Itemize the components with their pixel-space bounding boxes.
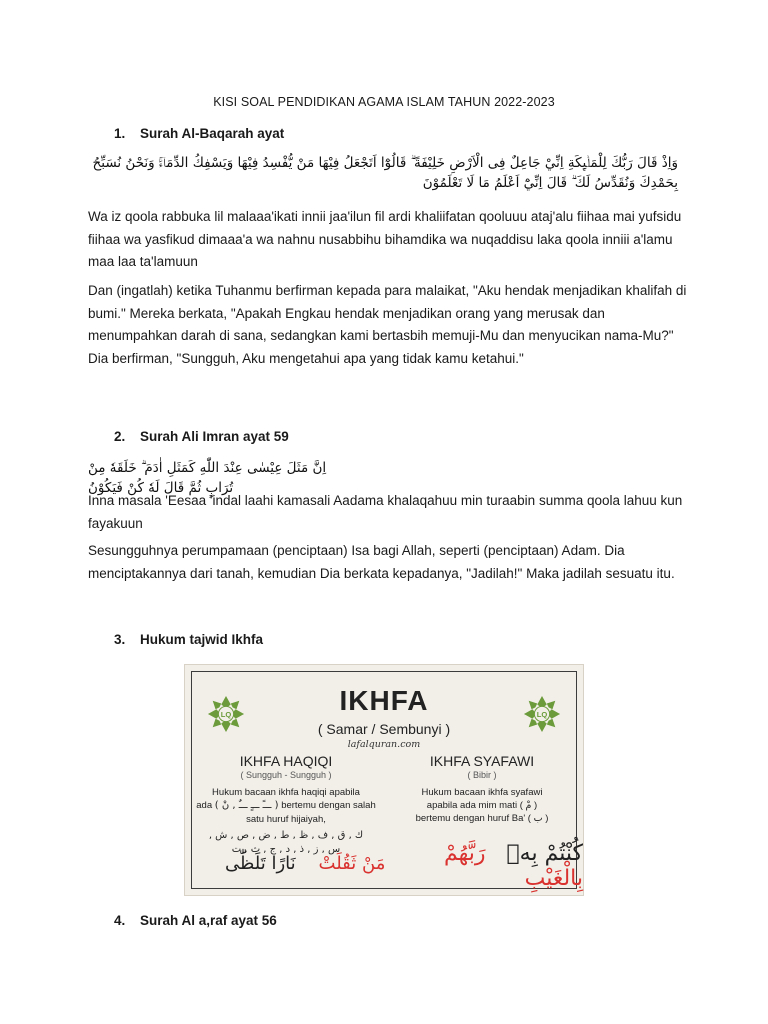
section-1-translation: Dan (ingatlah) ketika Tuhanmu berfirman kepada para malaikat, "Aku hendak menjadikan khalifah di bumi." Mereka berkata, "Apakah Engkau hendak menjadikan orang yang merusak dan menumpahkan darah di sana, sedangkan kami bertasbih memuji-Mu dan menyucikan nama-Mu?" Dia berfirman, "Sungguh, Aku mengetahui apa yang tidak kamu ketahui." — [88, 283, 687, 366]
section-3-heading — [114, 632, 263, 647]
ikhfa-infographic — [184, 664, 584, 896]
section-title: Hukum tajwid Ikhfa — [140, 632, 264, 647]
section-1-arabic: وَاِذْ قَالَ رَبُّكَ لِلْمَلٰۤىِٕكَةِ اِنِّيْ جَاعِلٌ فِى الْاَرْضِ خَلِيْفَةً ۗ قَالُوْٓا اَتَجْعَلُ فِيْهَا مَنْ يُّفْسِدُ فِيْهَا وَيَسْفِكُ الدِّمَاۤءَۚ وَنَحْنُ نُسَبِّحُ بِحَمْدِكَ وَنُقَدِّسُ لَكَ ۗ قَالَ اِنِّيْٓ اَعْلَمُ مَا لَا تَعْلَمُوْنَ — [92, 155, 678, 191]
document-title: KISI SOAL PENDIDIKAN AGAMA ISLAM TAHUN 2022-2023 — [213, 95, 555, 109]
syafawi-heading: IKHFA SYAFAWI — [429, 753, 535, 769]
section-4-heading — [114, 913, 277, 928]
haqiqi-text-line: Hukum bacaan ikhfa haqiqi apabila — [212, 787, 360, 798]
section-title: Surah Al-Baqarah ayat — [140, 126, 285, 141]
section-title: Surah Al a,raf ayat 56 — [140, 913, 277, 928]
section-2-translation: Sesungguhnya perumpamaan (penciptaan) Isa bagi Allah, seperti (penciptaan) Adam. Dia menciptakannya dari tanah, kemudian Dia berkata kepadanya, "Jadilah!" Maka jadilah sesuatu itu. — [88, 543, 675, 581]
syafawi-description — [397, 786, 567, 825]
section-1-latin: Wa iz qoola rabbuka lil malaaa'ikati innii jaa'ilun fil ardi khaliifatan qooluuu ataj'alu fiihaa mai yufsidu fiihaa wa yasfikud dimaaa'a wa nahnu nusabbihu bihamdika wa nuqaddisu laka qoola inniii a'lamu maa laa ta'lamuun — [88, 209, 682, 269]
section-number: 1. — [114, 126, 126, 141]
syafawi-example-2: رَبَّهُمْ بِالْغَيْبِ — [443, 841, 583, 891]
section-number: 3. — [114, 632, 126, 647]
section-number: 2. — [114, 429, 126, 444]
haqiqi-heading: IKHFA HAQIQI — [239, 753, 333, 769]
haqiqi-example-red: مَنْ ثَقُلَتْ — [318, 853, 386, 874]
logo-text: LQ — [536, 709, 548, 719]
haqiqi-subheading: ( Sungguh - Sungguh ) — [240, 770, 332, 780]
haqiqi-example — [225, 853, 385, 874]
haqiqi-text-line — [195, 799, 377, 813]
logo-text: LQ — [220, 709, 232, 719]
section-number: 4. — [114, 913, 126, 928]
haqiqi-letters: س , ز , ذ , د , ج , ث , ت — [231, 844, 341, 855]
syafawi-text-line: Hukum bacaan ikhfa syafawi — [421, 787, 543, 798]
syafawi-example-1: كُنْتُمْ بِهٖ — [506, 841, 583, 866]
section-1-heading — [114, 126, 284, 141]
ikhfa-syafawi-column — [397, 753, 567, 825]
ikhfa-haqiqi-column — [195, 753, 377, 857]
section-title: Surah Ali Imran ayat 59 — [140, 429, 289, 444]
section-2-arabic: اِنَّ مَثَلَ عِيْسٰى عِنْدَ اللّٰهِ كَمَثَلِ اٰدَمَ ۗ خَلَقَهٗ مِنْ تُرَابٍ ثُمَّ قَالَ لَهٗ كُنْ فَيَكُوْنُ — [88, 460, 327, 496]
section-2-heading — [114, 429, 289, 444]
haqiqi-text-line: satu huruf hijaiyah, — [246, 814, 326, 825]
haqiqi-text-arabic: ( ـــً ـــٍ ـــٌ , نْ ) — [214, 800, 279, 811]
haqiqi-text-post: bertemu dengan salah — [281, 800, 376, 811]
infographic-title: IKHFA — [339, 685, 429, 716]
haqiqi-letters: ك , ق , ف , ظ , ط , ض , ص , ش , — [208, 830, 364, 841]
syafawi-text-line: bertemu dengan huruf Ba' ( ب ) — [415, 813, 549, 824]
haqiqi-text-pre: ada — [196, 800, 213, 811]
syafawi-example — [411, 841, 583, 891]
infographic-site: lafalquran.com — [347, 739, 421, 750]
infographic-subtitle: ( Samar / Sembunyi ) — [317, 721, 451, 737]
syafawi-subheading: ( Bibir ) — [467, 770, 497, 780]
section-2-latin: Inna masala 'Eesaa 'indal laahi kamasali Aadama khalaqahuu min turaabin summa qoola lahuu kun fayakuun — [88, 493, 683, 531]
syafawi-text-line: apabila ada mim mati ( مْ ) — [426, 800, 538, 811]
haqiqi-description — [195, 786, 377, 857]
haqiqi-example-black: نَارًا تَلَظّٰى — [225, 853, 296, 874]
